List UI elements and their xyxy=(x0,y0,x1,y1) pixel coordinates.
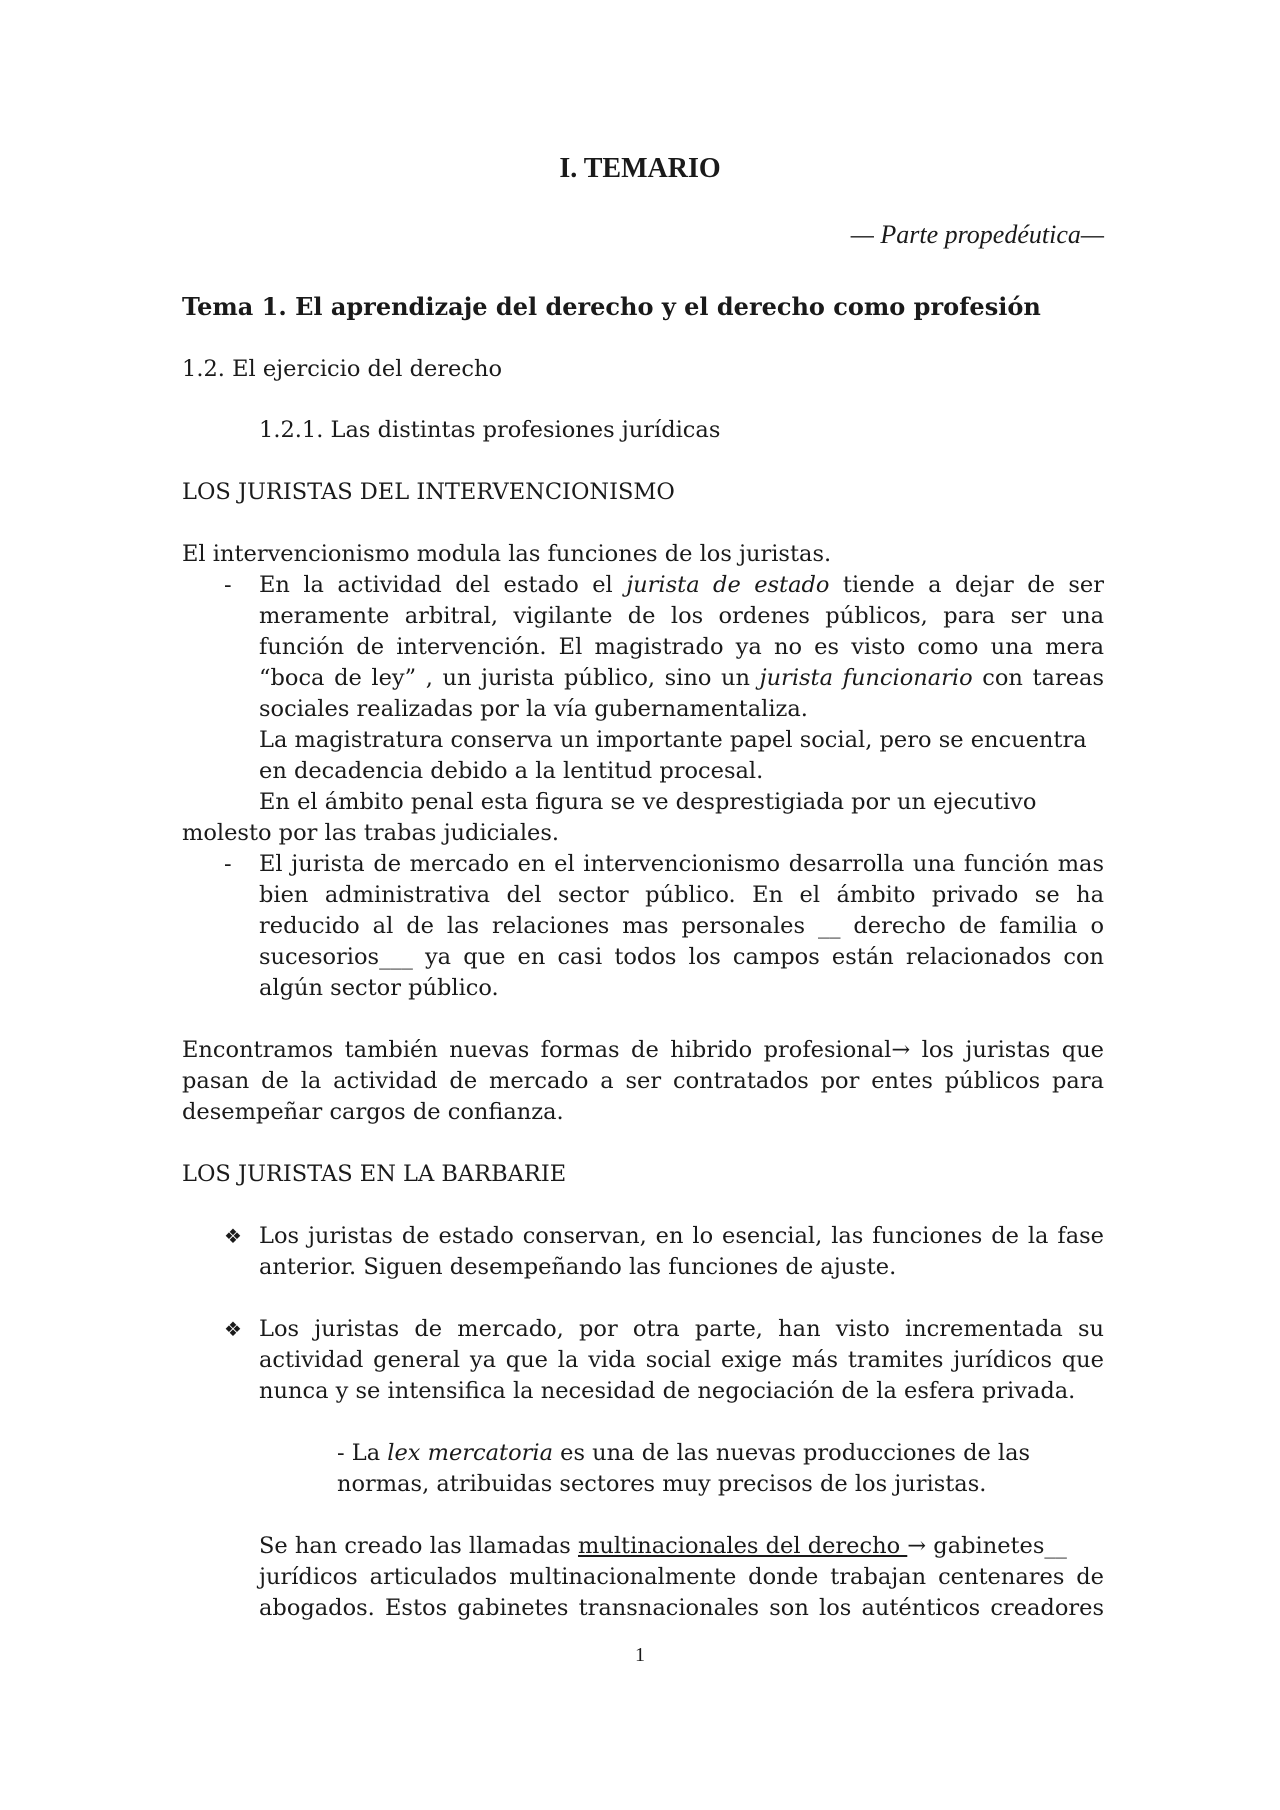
text-line xyxy=(259,1531,1104,1562)
list-item-text xyxy=(259,849,1104,1004)
text-line: La magistratura conserva un importante papel social, pero se encuentra xyxy=(259,727,1087,753)
text-line: desempeñar cargos de confianza. xyxy=(182,1099,564,1125)
heading-intervencionismo: LOS JURISTAS DEL INTERVENCIONISMO xyxy=(182,479,675,505)
heading-barbarie: LOS JURISTAS EN LA BARBARIE xyxy=(182,1161,567,1187)
diamond-bullet-icon: ❖ xyxy=(224,1317,242,1341)
paragraph-multinacionales xyxy=(259,1531,1104,1624)
text-line: algún sector público. xyxy=(259,975,499,1001)
text-line: En el ámbito penal esta figura se ve desprestigiada por un ejecutivo xyxy=(259,789,1037,815)
subtitle: — Parte propedéutica— xyxy=(850,220,1104,249)
underlined-multinacionales: multinacionales del derecho xyxy=(578,1533,908,1559)
text-span: - La xyxy=(337,1440,388,1466)
text-line: función de intervención. El magistrado ya no es visto como una mera xyxy=(259,634,1104,660)
text-line: Encontramos también nuevas formas de hibrido profesional→ los juristas que xyxy=(182,1037,1104,1063)
paragraph-hibrido xyxy=(182,1035,1104,1128)
text-span: → gabinetes__ xyxy=(907,1533,1067,1559)
text-line: pasan de la actividad de mercado a ser contratados por entes públicos para xyxy=(182,1068,1104,1094)
text-line: actividad general ya que la vida social exige más tramites jurídicos que xyxy=(259,1347,1104,1373)
text-line: nunca y se intensifica la necesidad de negociación de la esfera privada. xyxy=(259,1378,1076,1404)
emphasis-jurista-de-estado: jurista de estado xyxy=(626,572,830,598)
paragraph-lex-mercatoria xyxy=(337,1438,1037,1500)
text-line: El jurista de mercado en el intervencionismo desarrolla una función mas xyxy=(259,851,1104,877)
text-span: tiende a dejar de ser xyxy=(829,572,1105,598)
text-span: es una de las nuevas producciones de las xyxy=(553,1440,1031,1466)
text-line: jurídicos articulados multinacionalmente donde trabajan centenares de xyxy=(259,1564,1104,1590)
text-line: abogados. Estos gabinetes transnacionales son los auténticos creadores xyxy=(259,1595,1104,1621)
dash-bullet: - xyxy=(224,851,232,877)
page-number: 1 xyxy=(635,1644,645,1666)
text-span: “boca de ley” , un jurista público, sino un xyxy=(259,665,760,691)
text-line: reducido al de las relaciones mas personales __ derecho de familia o xyxy=(259,913,1104,939)
list-item-text xyxy=(259,1314,1104,1407)
text-line: molesto por las trabas judiciales. xyxy=(182,820,560,846)
text-line: sociales realizadas por la vía gubernamentaliza. xyxy=(259,696,808,722)
text-span: En la actividad del estado el xyxy=(259,572,627,598)
text-line: bien administrativa del sector público. En el ámbito privado se ha xyxy=(259,882,1104,908)
diamond-bullet-icon: ❖ xyxy=(224,1224,242,1248)
dash-bullet: - xyxy=(224,572,232,598)
intro-intervencionismo: El intervencionismo modula las funciones de los juristas. xyxy=(182,541,832,567)
text-span: Se han creado las llamadas xyxy=(259,1533,578,1559)
text-line: meramente arbitral, vigilante de los ordenes públicos, para ser una xyxy=(259,603,1104,629)
section-1-2: 1.2. El ejercicio del derecho xyxy=(182,356,503,382)
text-line: sucesorios___ ya que en casi todos los campos están relacionados con xyxy=(259,944,1104,970)
list-item-text xyxy=(259,1221,1104,1283)
text-line: anterior. Siguen desempeñando las funciones de ajuste. xyxy=(259,1254,897,1280)
text-line: en decadencia debido a la lentitud procesal. xyxy=(259,758,764,784)
text-line xyxy=(259,663,1104,694)
text-span: con tareas xyxy=(972,665,1104,691)
emphasis-jurista-funcionario: jurista funcionario xyxy=(759,665,973,691)
tema-heading: Tema 1. El aprendizaje del derecho y el derecho como profesión xyxy=(182,292,1041,321)
text-line xyxy=(337,1438,1037,1469)
page-title: I. TEMARIO xyxy=(559,153,721,184)
text-line: Los juristas de mercado, por otra parte, han visto incrementada su xyxy=(259,1316,1104,1342)
section-1-2-1: 1.2.1. Las distintas profesiones jurídicas xyxy=(259,417,721,443)
text-line: normas, atribuidas sectores muy precisos de los juristas. xyxy=(337,1471,987,1497)
emphasis-lex-mercatoria: lex mercatoria xyxy=(387,1440,553,1466)
text-line: Los juristas de estado conservan, en lo esencial, las funciones de la fase xyxy=(259,1223,1104,1249)
list-item-text xyxy=(259,570,1104,818)
text-line xyxy=(259,570,1104,601)
